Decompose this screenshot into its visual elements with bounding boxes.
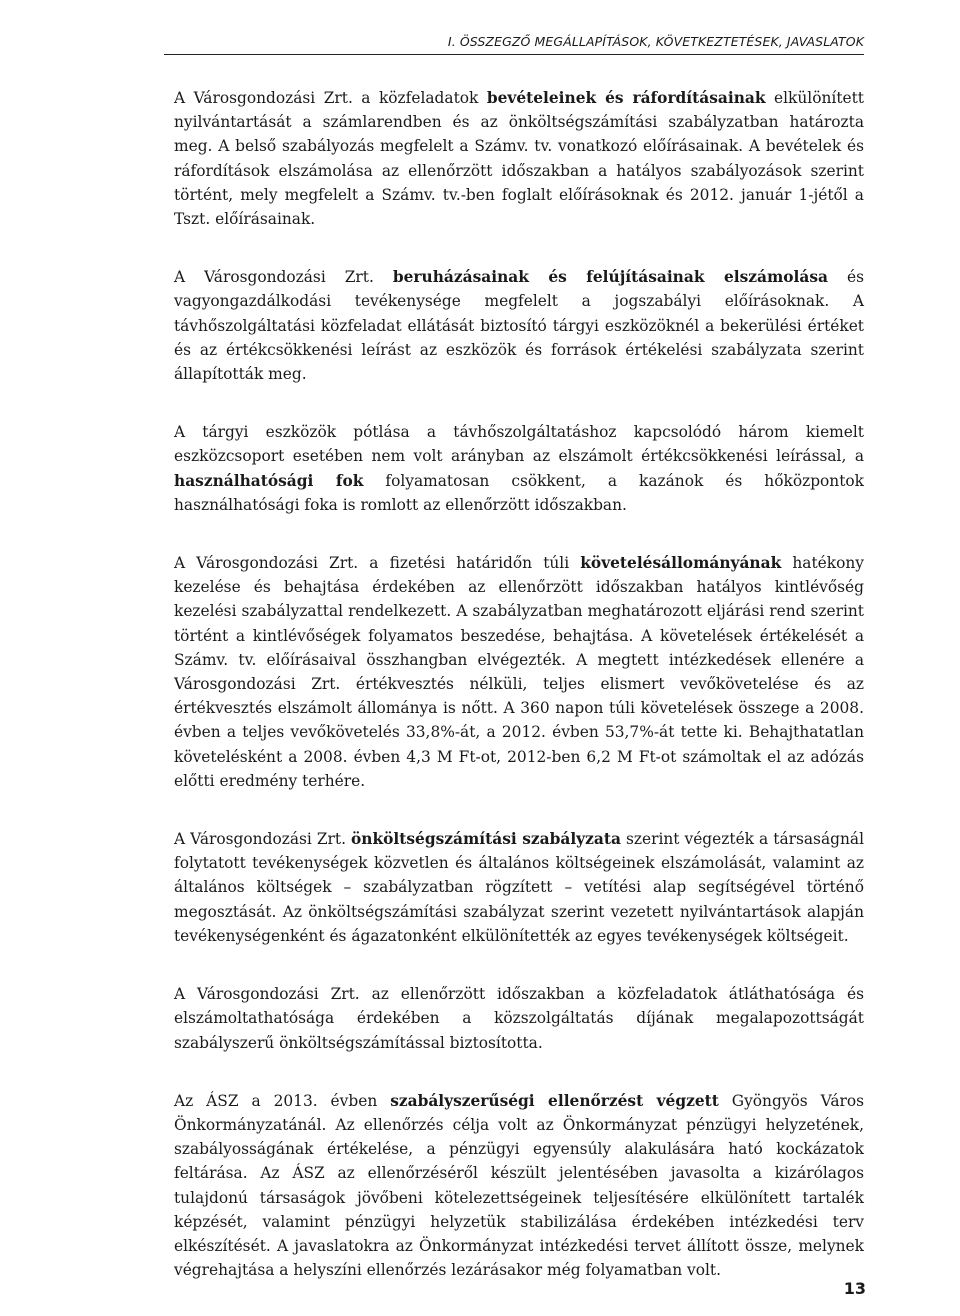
paragraph-text: folyamatosan csökkent, a kazánok és hőközpontok használhatósági foka is romlott az ellenőrzött időszakban. bbox=[174, 471, 864, 514]
paragraph-text: hatékony kezelése és behajtása érdekében az ellenőrzött időszakban hatályos kintlévőség kezelési szabályzattal rendelkezett. A szabályzatban meghatározott eljárási rend szerint történt a kintlévőségek folyamatos beszedése, behajtása. A követelések értékelését a Számv. tv. előírásaival összhangban elvégezték. A megtett intézkedések ellenére a Városgondozási Zrt. értékvesztés nélküli, teljes elismert vevőkövetelése és az értékvesztés elszámolt állománya is nőtt. A 360 napon túli követelések összege a 2008. évben a teljes vevőkövetelés 33,8%-át, a 2012. évben 53,7%-át tette ki. Behajthatatlan követelésként a 2008. évben 4,3 M Ft-ot, 2012-ben 6,2 M Ft-ot számoltak el az adózás előtti eredmény terhére. bbox=[174, 554, 864, 790]
emphasis-text: használhatósági fok bbox=[174, 471, 364, 490]
emphasis-text: beruházásainak és felújításainak elszámolása bbox=[392, 268, 828, 287]
running-header: I. ÖSSZEGZŐ MEGÁLLAPÍTÁSOK, KÖVETKEZTETÉSEK, JAVASLATOK bbox=[164, 34, 864, 55]
paragraph-text: és vagyongazdálkodási tevékenysége megfelelt a jogszabályi előírásoknak. A távhőszolgáltatási közfeladat ellátását biztosító tárgyi eszközöknél a bekerülési értéket és az értékcsökkenési leírást az eszközök és források értékelési szabályzata szerint állapították meg. bbox=[174, 268, 864, 384]
paragraph-text: A Városgondozási Zrt. bbox=[174, 830, 352, 849]
paragraph-text: A Városgondozási Zrt. a közfeladatok bbox=[174, 89, 487, 107]
paragraph-text: elkülönített nyilvántartását a számlarendben és az önköltségszámítási szabályzatban határozta meg. A belső szabályozás megfelelt a Számv. tv. vonatkozó előírásainak. A bevételek és ráfordítások elszámolása az ellenőrzött időszakban a hatályos szabályozások szerint történt, mely megfelelt a Számv. tv.-ben foglalt előírásoknak és 2012. január 1-jétől a Tszt. előírásainak. bbox=[174, 89, 864, 229]
paragraph-text: szerint végezték a társaságnál folytatott tevékenységek közvetlen és általános költségeinek elszámolását, valamint az általános költségek – szabályzatban rögzített – vetítési alap segítségével történő megosztását. Az önköltségszámítási szabályzat szerint vezetett nyilvántartások alapján tevékenységenként és ágazatonként elkülönítették az egyes tevékenységek költségeit. bbox=[174, 830, 864, 945]
paragraph bbox=[174, 982, 864, 1055]
paragraph-text: Gyöngyös Város Önkormányzatánál. Az ellenőrzés célja volt az Önkormányzat pénzügyi helyzetének, szabályosságának értékelése, a pénzügyi egyensúly alakulására ható kockázatok feltárása. Az ÁSZ az ellenőrzéséről készült jelentésében javasolta a kizárólagos tulajdonú társaságok jövőbeni kötelezettségeinek teljesítésére elkülönített tartalék képzését, valamint pénzügyi helyzetük stabilizálása érdekében intézkedési terv elkészítését. A javaslatokra az Önkormányzat intézkedési tervet állított össze, melynek végrehajtása a helyszíni ellenőrzés lezárásakor még folyamatban volt. bbox=[174, 1091, 865, 1280]
paragraph-text: A Városgondozási Zrt. bbox=[174, 268, 393, 287]
paragraph bbox=[174, 86, 864, 231]
emphasis-text: szabályszerűségi ellenőrzést végzett bbox=[390, 1091, 719, 1110]
emphasis-text: önköltségszámítási szabályzata bbox=[351, 830, 621, 849]
paragraph-text: Az ÁSZ a 2013. évben bbox=[174, 1091, 391, 1110]
paragraph-text: A Városgondozási Zrt. a fizetési határidőn túli bbox=[174, 554, 581, 573]
paragraph bbox=[174, 420, 864, 517]
paragraph-text: A tárgyi eszközök pótlása a távhőszolgáltatáshoz kapcsolódó három kiemelt eszközcsoport esetében nem volt arányban az elszámolt értékcsökkenési leírással, a bbox=[174, 423, 864, 466]
emphasis-text: bevételeinek és ráfordításainak bbox=[486, 89, 766, 107]
page-number: 13 bbox=[843, 1279, 866, 1298]
paragraph bbox=[174, 551, 864, 793]
paragraph bbox=[174, 265, 864, 386]
paragraph bbox=[174, 1089, 864, 1283]
paragraph-text: A Városgondozási Zrt. az ellenőrzött időszakban a közfeladatok átláthatósága és elszámoltathatósága érdekében a közszolgáltatás díjának megalapozottságát szabályszerű önköltségszámítással biztosította. bbox=[174, 985, 864, 1052]
paragraph bbox=[174, 827, 864, 948]
emphasis-text: követelésállományának bbox=[580, 554, 782, 573]
body-content bbox=[174, 86, 864, 1316]
